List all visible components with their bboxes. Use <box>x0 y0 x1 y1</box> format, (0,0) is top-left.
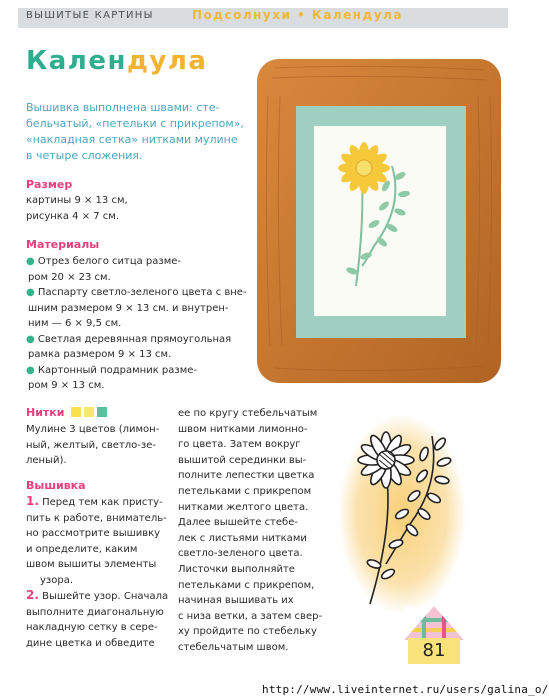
header-section-left: ВЫШИТЫЕ КАРТИНЫ <box>26 10 154 21</box>
thread-color-swatch <box>97 407 107 417</box>
step-line: но рассмотрите вышивку <box>26 528 161 539</box>
intro-text <box>26 100 248 164</box>
column2-line: стебельчатым швом. <box>178 641 289 653</box>
step-number: 2. <box>26 588 39 602</box>
materials-heading: Материалы <box>26 238 100 251</box>
materials-item <box>26 363 258 394</box>
step-line: и определите, каким <box>26 543 138 555</box>
embroidery-step <box>26 588 176 651</box>
materials-line: Паспарту светло-зеленого цвета с вне- <box>37 287 247 298</box>
intro-line: в четыре сложения. <box>26 149 143 162</box>
embroidery-heading: Вышивка <box>26 479 86 492</box>
materials-line: рамка размером 9 × 13 см. <box>28 349 172 360</box>
step-line: пить к работе, вниматель- <box>26 512 167 524</box>
column2-line: ху пройдите по стебельку <box>178 626 317 638</box>
column2-line: светло-зеленого цвета. <box>178 548 303 560</box>
step-line: швом вышиты элементы <box>26 559 157 570</box>
instructions-column-2 <box>178 406 338 656</box>
embroidery-step <box>26 494 176 588</box>
step-line: Перед тем как присту- <box>42 497 163 508</box>
intro-line: «накладная сетка» нитками мулине <box>26 133 238 146</box>
column2-line: ее по кругу стебельчатым <box>178 408 318 419</box>
column2-line: вышитой серединки вы- <box>178 454 307 466</box>
step-line: Вышейте узор. Сначала <box>42 591 169 602</box>
materials-line: ром 9 × 13 см. <box>28 380 105 391</box>
threads-heading-row <box>26 406 107 419</box>
materials-item <box>26 285 258 332</box>
column2-line: го цвета. Затем вокруг <box>178 439 301 451</box>
bullet-icon: ● <box>26 256 35 267</box>
column2-line: Листочки выполняйте <box>178 563 295 575</box>
materials-line: ром 20 × 23 см. <box>28 271 111 283</box>
materials-list <box>26 254 262 394</box>
embroidery-steps <box>26 494 176 651</box>
threads-heading: Нитки <box>26 406 65 419</box>
materials-line: шним размером 9 × 13 см. и внутрен- <box>28 302 229 314</box>
step-line: выполните диагональную <box>26 606 164 618</box>
column2-line: швом нитками лимонно- <box>178 423 308 435</box>
step-line: узора. <box>40 574 74 586</box>
size-block <box>26 193 128 224</box>
materials-item <box>26 254 258 285</box>
title-part2: дула <box>126 46 208 76</box>
source-url-watermark: http://www.liveinternet.ru/users/galina_o/ <box>262 683 549 696</box>
column2-line: нитками желтого цвета. <box>178 501 309 513</box>
page-number: 81 <box>408 638 460 664</box>
intro-line: Вышивка выполнена швами: сте- <box>26 101 220 114</box>
materials-line: Картонный подрамник разме- <box>37 364 198 376</box>
materials-line: Светлая деревянная прямоугольная <box>37 333 232 345</box>
column2-line: петельками с прикрепом <box>178 485 312 497</box>
plaid-triangle-decoration <box>404 606 464 640</box>
threads-block <box>26 422 159 469</box>
bullet-icon: ● <box>26 287 35 298</box>
column2-line: полните лепестки цветка <box>178 470 315 482</box>
column2-line: Далее вышейте стебе- <box>178 517 298 529</box>
column2-line: петельками с прикрепом, <box>178 579 315 591</box>
page-title <box>26 46 207 76</box>
materials-line: Отрез белого ситца разме- <box>37 256 182 267</box>
column2-line: лек с листьями нитками <box>178 532 307 544</box>
header-section-right: Подсолнухи • Календула <box>192 8 403 22</box>
calendula-pattern-diagram <box>340 414 470 614</box>
size-line: рисунка 4 × 7 см. <box>26 210 120 222</box>
size-line: картины 9 × 13 см, <box>26 195 128 206</box>
column2-line: начиная вышивать их <box>178 595 294 607</box>
thread-color-swatch <box>71 407 81 417</box>
intro-line: бельчатый, «петельки с прикрепом», <box>26 117 244 130</box>
threads-line: Мулине 3 цветов (лимон- <box>26 424 160 435</box>
materials-line: ним — 6 × 9,5 см. <box>28 318 122 329</box>
step-line: дине цветка и обведите <box>26 637 155 649</box>
bullet-icon: ● <box>26 364 35 376</box>
threads-line: леный). <box>26 455 67 466</box>
threads-line: ный, желтый, светло-зе- <box>26 439 156 451</box>
materials-item <box>26 332 258 363</box>
bullet-icon: ● <box>26 333 35 345</box>
size-heading: Размер <box>26 178 73 191</box>
step-number: 1. <box>26 494 39 508</box>
thread-color-swatch <box>84 407 94 417</box>
column2-line: с низа ветки, а затем свер- <box>178 610 323 622</box>
step-line: накладную сетку в сере- <box>26 622 158 633</box>
title-part1: Кален <box>26 46 127 76</box>
framed-embroidery-photo <box>254 56 504 386</box>
